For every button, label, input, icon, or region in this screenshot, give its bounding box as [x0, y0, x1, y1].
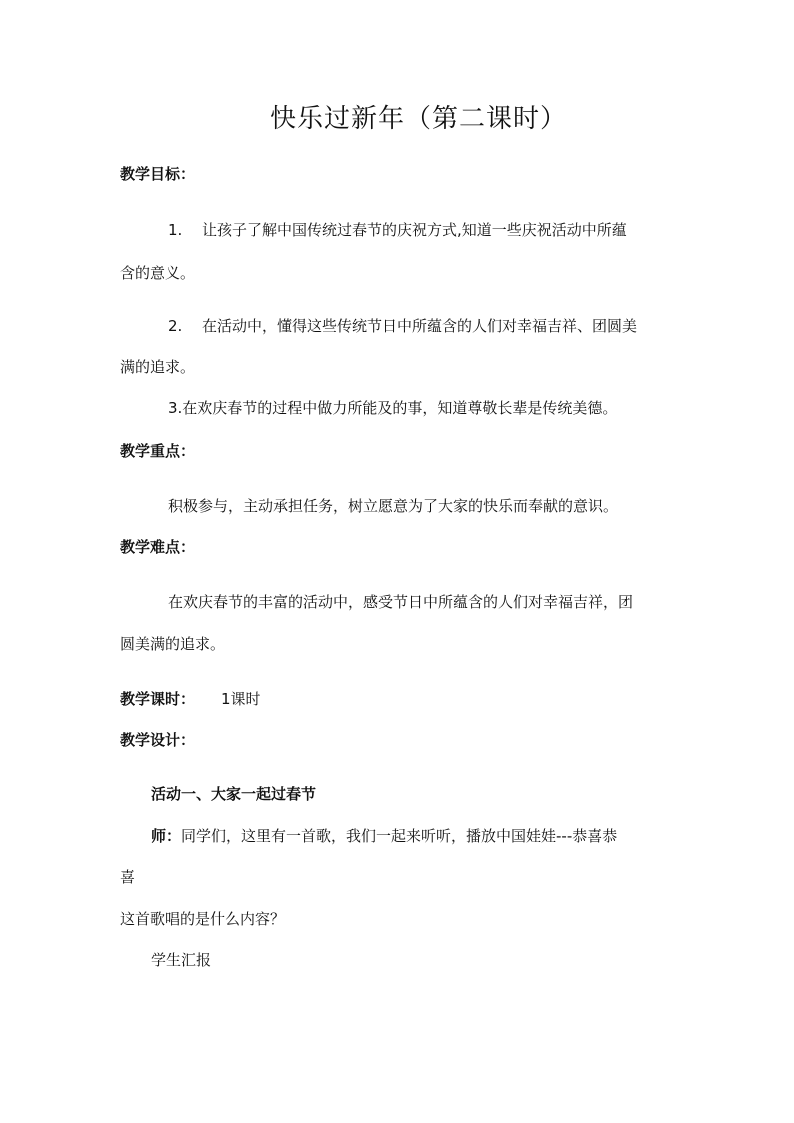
objective-item-1-number: 1.: [168, 221, 183, 239]
difficulties-text-line1: 在欢庆春节的丰富的活动中，感受节日中所蕴含的人们对幸福吉祥，团: [168, 593, 634, 611]
objective-item-2-text: 在活动中，懂得这些传统节日中所蕴含的人们对幸福吉祥、团圆美: [202, 317, 638, 335]
objective-item-2: [168, 315, 637, 336]
teacher-line-continued: 喜: [120, 868, 136, 886]
page-title: 快乐过新年（第二课时）: [270, 104, 568, 134]
class-hours-value: 1课时: [221, 690, 261, 708]
activity-1-heading: 活动一、大家一起过春节: [151, 785, 317, 803]
objective-item-2-number: 2.: [168, 317, 183, 335]
difficulties-text-line2: 圆美满的追求。: [120, 635, 226, 653]
class-hours-row: [120, 688, 261, 709]
difficulties-heading: 教学难点：: [120, 538, 196, 556]
objective-item-3: 3.在欢庆春节的过程中做力所能及的事，知道尊敬长辈是传统美德。: [168, 399, 618, 417]
class-hours-label: 教学课时：: [120, 690, 196, 708]
teacher-text: 同学们，这里有一首歌，我们一起来听听，播放中国娃娃---恭喜恭: [181, 827, 618, 845]
question-line: 这首歌唱的是什么内容？: [120, 910, 286, 928]
objectives-heading: 教学目标：: [120, 165, 196, 183]
objective-item-1-continued: 含的意义。: [120, 264, 196, 282]
objective-item-1: [168, 219, 627, 240]
key-points-text: 积极参与，主动承担任务，树立愿意为了大家的快乐而奉献的意识。: [168, 497, 619, 515]
teacher-label: 师：: [151, 827, 182, 845]
key-points-heading: 教学重点：: [120, 442, 196, 460]
design-heading: 教学设计：: [120, 731, 196, 749]
teacher-line: [151, 825, 617, 846]
objective-item-1-text: 让孩子了解中国传统过春节的庆祝方式,知道一些庆祝活动中所蕴: [202, 221, 627, 239]
student-report-line: 学生汇报: [151, 951, 212, 969]
objective-item-2-continued: 满的追求。: [120, 358, 196, 376]
